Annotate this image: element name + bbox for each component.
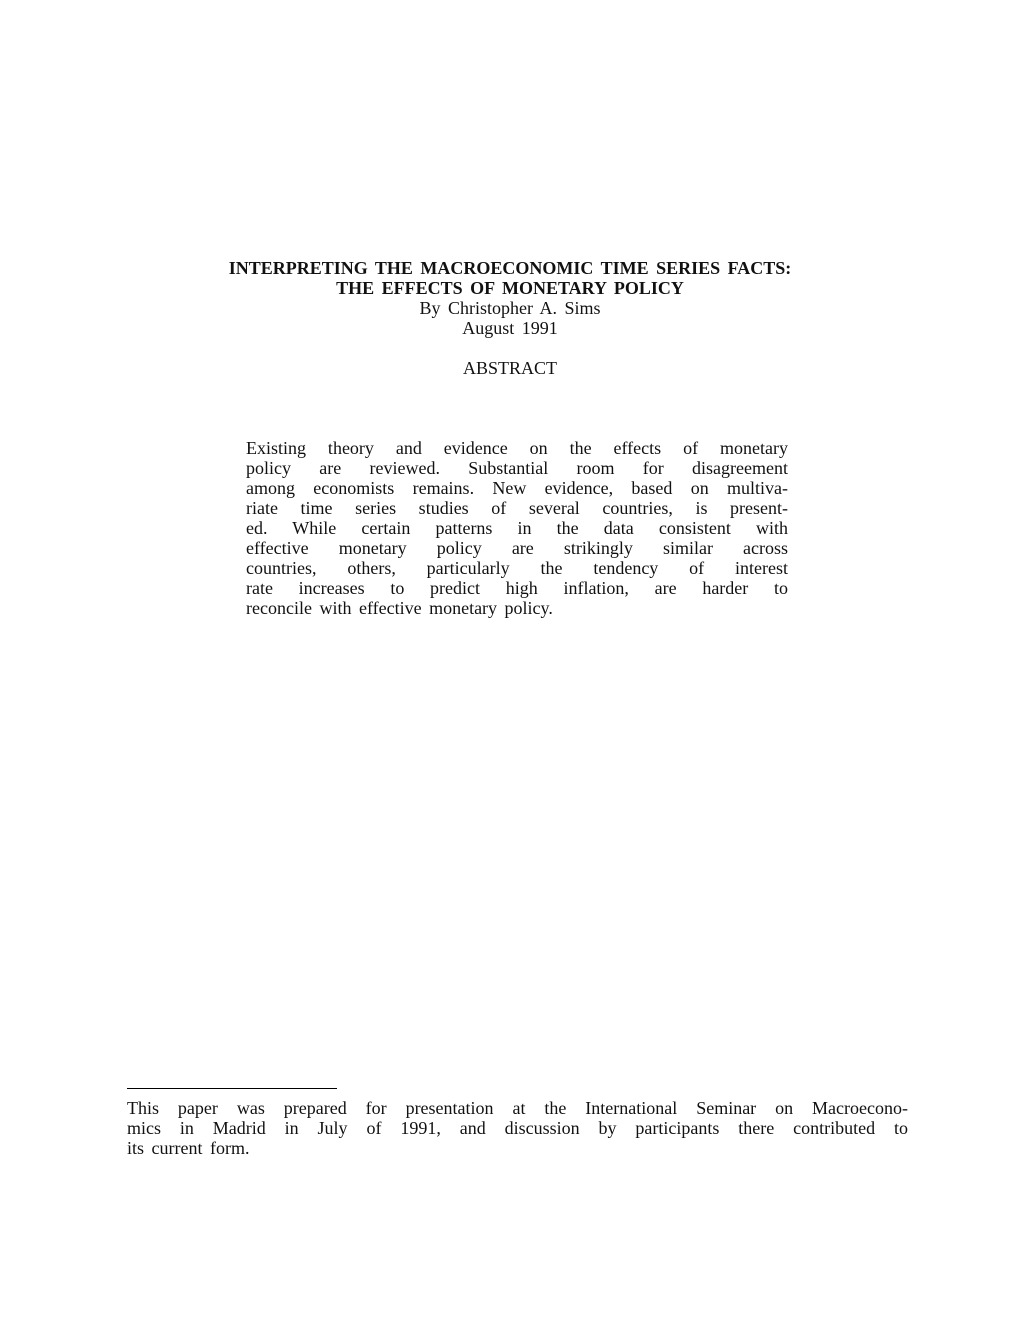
title-block [0,258,1020,338]
paper-title-line-1: INTERPRETING THE MACROECONOMIC TIME SERIES FACTS: [228,258,792,278]
footnote-line: This paper was prepared for presentation at the International Seminar on Macroecono- [127,1098,908,1118]
footnote-line: mics in Madrid in July of 1991, and discussion by participants there contributed to [127,1118,908,1138]
abstract-line: policy are reviewed. Substantial room for disagreement [246,458,788,478]
paper-title-line-2: THE EFFECTS OF MONETARY POLICY [336,278,684,298]
footnote [127,1098,908,1158]
abstract-heading: ABSTRACT [462,358,558,378]
date-line: August 1991 [462,318,558,338]
author-line: By Christopher A. Sims [419,298,601,318]
footnote-line: its current form. [127,1138,250,1158]
abstract-line: ed. While certain patterns in the data consistent with [246,518,788,538]
abstract-line: reconcile with effective monetary policy. [246,598,553,618]
abstract-line: among economists remains. New evidence, based on multiva- [246,478,788,498]
abstract-body [246,438,788,618]
abstract-line: rate increases to predict high inflation, are harder to [246,578,788,598]
abstract-line: Existing theory and evidence on the effects of monetary [246,438,788,458]
abstract-line: riate time series studies of several countries, is present- [246,498,788,518]
abstract-line: effective monetary policy are strikingly similar across [246,538,788,558]
footnote-rule [127,1088,337,1089]
abstract-line: countries, others, particularly the tendency of interest [246,558,788,578]
